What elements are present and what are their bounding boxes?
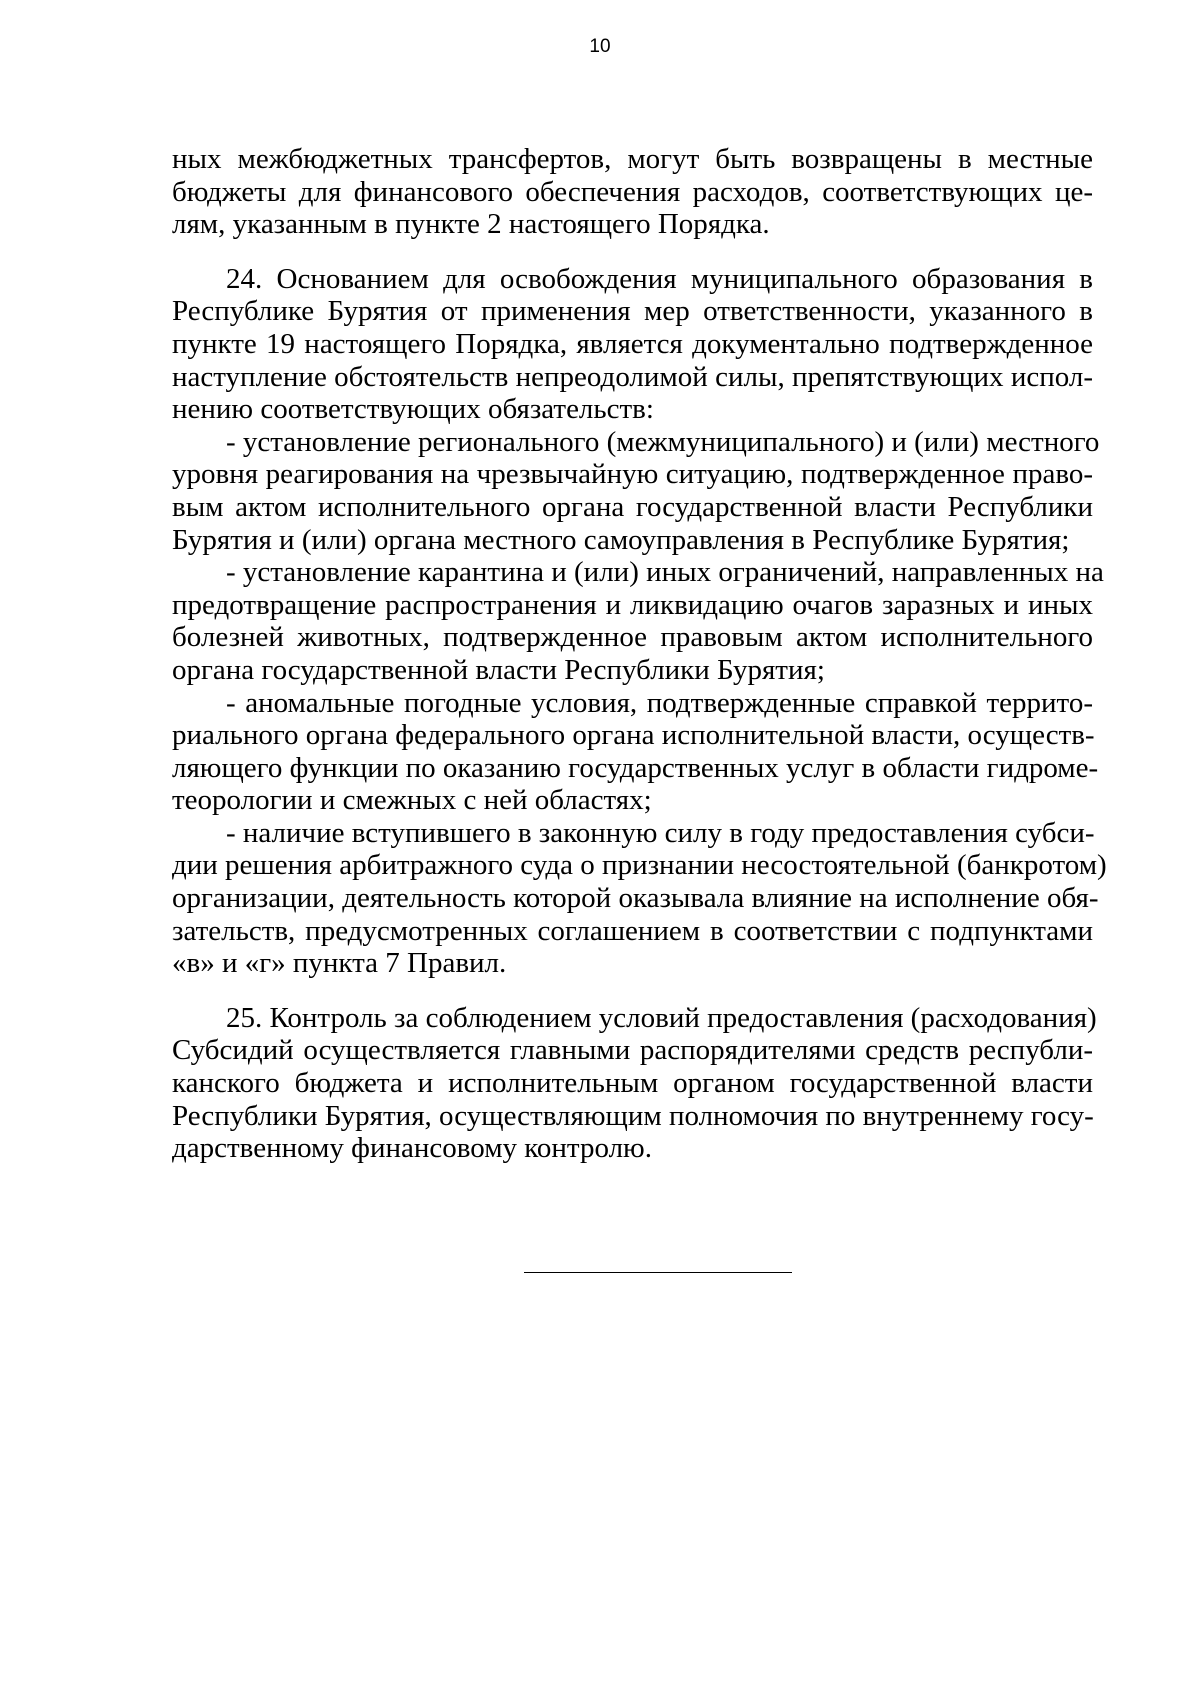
- text-line: пункте 19 настоящего Порядка, является документально подтвержденное: [172, 327, 1093, 360]
- end-separator-line: [524, 1272, 792, 1273]
- text-line: Республики Бурятия, осуществляющим полномочия по внутреннему госу-: [172, 1099, 1094, 1132]
- text-line: ляющего функции по оказанию государственных услуг в области гидроме-: [172, 751, 1099, 784]
- list-item-line: - установление карантина и (или) иных ограничений, направленных на: [226, 556, 1104, 589]
- text-line: зательств, предусмотренных соглашением в соответствии с подпунктами: [172, 914, 1093, 947]
- text-line: «в» и «г» пункта 7 Правил.: [172, 947, 507, 980]
- text-line: болезней животных, подтвержденное правовым актом исполнительного: [172, 621, 1093, 654]
- text-line: канского бюджета и исполнительным органом государственной власти: [172, 1067, 1093, 1100]
- text-line: Субсидий осуществляется главными распорядителями средств республи-: [172, 1034, 1093, 1067]
- text-line: дарственному финансовому контролю.: [172, 1132, 652, 1165]
- paragraph-spacing: [172, 241, 1093, 263]
- paragraph-continuation: [172, 143, 1093, 241]
- text-line: уровня реагирования на чрезвычайную ситуацию, подтвержденное право-: [172, 458, 1093, 491]
- list-item-line: - наличие вступившего в законную силу в году предоставления субси-: [226, 816, 1095, 849]
- text-line: организации, деятельность которой оказывала влияние на исполнение обя-: [172, 882, 1099, 915]
- text-line: теорологии и смежных с ней областях;: [172, 784, 652, 817]
- text-line: нению соответствующих обязательств:: [172, 393, 654, 426]
- page-number: 10: [589, 36, 611, 57]
- text-line: Бурятия и (или) органа местного самоуправления в Республике Бурятия;: [172, 523, 1070, 556]
- text-line: органа государственной власти Республики Бурятия;: [172, 653, 825, 686]
- text-line: вым актом исполнительного органа государственной власти Республики: [172, 490, 1093, 523]
- text-line: дии решения арбитражного суда о признании несостоятельной (банкротом): [172, 849, 1107, 882]
- text-line: ных межбюджетных трансфертов, могут быть возвращены в местные: [172, 143, 1093, 175]
- paragraph-25: [172, 1001, 1097, 1165]
- text-line: риального органа федерального органа исполнительной власти, осуществ-: [172, 719, 1095, 752]
- text-line: лям, указанным в пункте 2 настоящего Порядка.: [172, 208, 770, 241]
- text-line: 24. Основанием для освобождения муниципального образования в: [226, 262, 1093, 295]
- list-item-line: - установление регионального (межмуниципального) и (или) местного: [226, 425, 1100, 458]
- text-line: 25. Контроль за соблюдением условий предоставления (расходования): [226, 1001, 1097, 1034]
- list-item-line: - аномальные погодные условия, подтвержденные справкой террито-: [226, 686, 1093, 719]
- paragraph-spacing: [172, 980, 1093, 1002]
- document-body: [172, 143, 1107, 1165]
- text-line: Республике Бурятия от применения мер ответственности, указанного в: [172, 295, 1093, 328]
- paragraph-24: [172, 262, 1107, 980]
- text-line: предотвращение распространения и ликвидацию очагов заразных и иных: [172, 588, 1093, 621]
- text-line: наступление обстоятельств непреодолимой силы, препятствующих испол-: [172, 360, 1093, 393]
- text-line: бюджеты для финансового обеспечения расходов, соответствующих це-: [172, 175, 1093, 208]
